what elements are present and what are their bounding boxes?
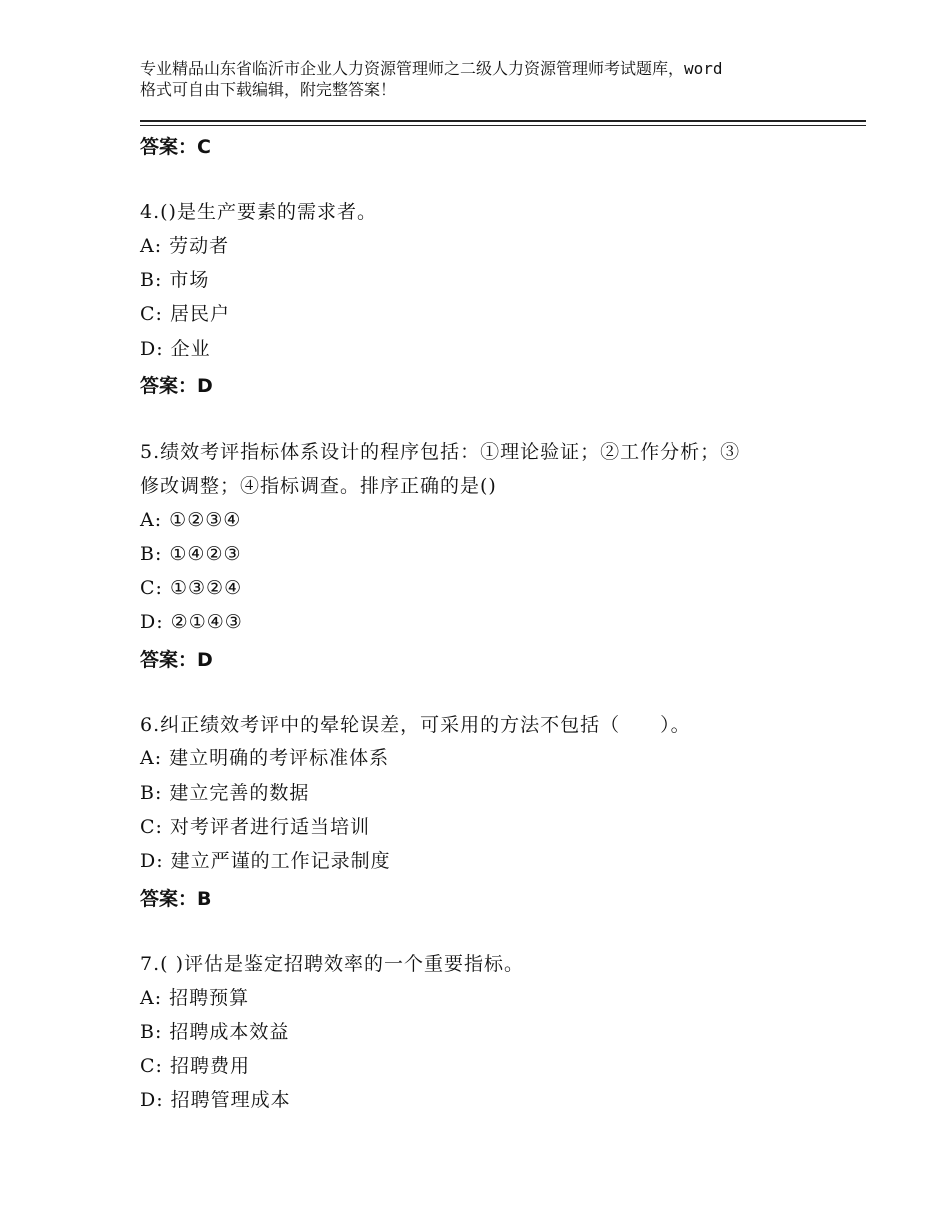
question-6-option-b: B: 建立完善的数据 xyxy=(140,782,310,804)
answer-3: 答案：C xyxy=(140,136,211,158)
question-5-line-1: 5.绩效考评指标体系设计的程序包括：①理论验证；②工作分析；③ xyxy=(140,441,741,463)
question-4: 4.()是生产要素的需求者。 xyxy=(140,201,377,223)
answer-6: 答案：B xyxy=(140,888,212,910)
header-line-1: 专业精品山东省临沂市企业人力资源管理师之二级人力资源管理师考试题库，word xyxy=(140,59,723,78)
question-6-option-c: C: 对考评者进行适当培训 xyxy=(140,816,370,838)
question-4-option-b: B: 市场 xyxy=(140,269,210,291)
question-4-option-d: D: 企业 xyxy=(140,338,211,360)
header-divider xyxy=(140,120,866,126)
question-7-option-a: A: 招聘预算 xyxy=(140,987,250,1009)
question-6-option-d: D: 建立严谨的工作记录制度 xyxy=(140,850,391,872)
question-5-option-c: C: ①③②④ xyxy=(140,577,243,599)
question-5-option-d: D: ②①④③ xyxy=(140,611,243,633)
question-4-option-c: C: 居民户 xyxy=(140,303,230,325)
question-4-option-a: A: 劳动者 xyxy=(140,235,230,257)
question-5-option-b: B: ①④②③ xyxy=(140,543,242,565)
question-7-option-c: C: 招聘费用 xyxy=(140,1055,250,1077)
page-header xyxy=(140,58,840,100)
question-7: 7.( )评估是鉴定招聘效率的一个重要指标。 xyxy=(140,953,524,975)
answer-4: 答案：D xyxy=(140,375,213,397)
question-6-option-a: A: 建立明确的考评标准体系 xyxy=(140,747,390,769)
question-6: 6.纠正绩效考评中的晕轮误差，可采用的方法不包括（ ）。 xyxy=(140,714,691,736)
question-5-option-a: A: ①②③④ xyxy=(140,509,242,531)
question-5-line-2: 修改调整；④指标调查。排序正确的是() xyxy=(140,475,497,497)
answer-5: 答案：D xyxy=(140,649,213,671)
header-line-2: 格式可自由下载编辑，附完整答案！ xyxy=(140,80,397,99)
question-7-option-d: D: 招聘管理成本 xyxy=(140,1089,291,1111)
question-7-option-b: B: 招聘成本效益 xyxy=(140,1021,290,1043)
